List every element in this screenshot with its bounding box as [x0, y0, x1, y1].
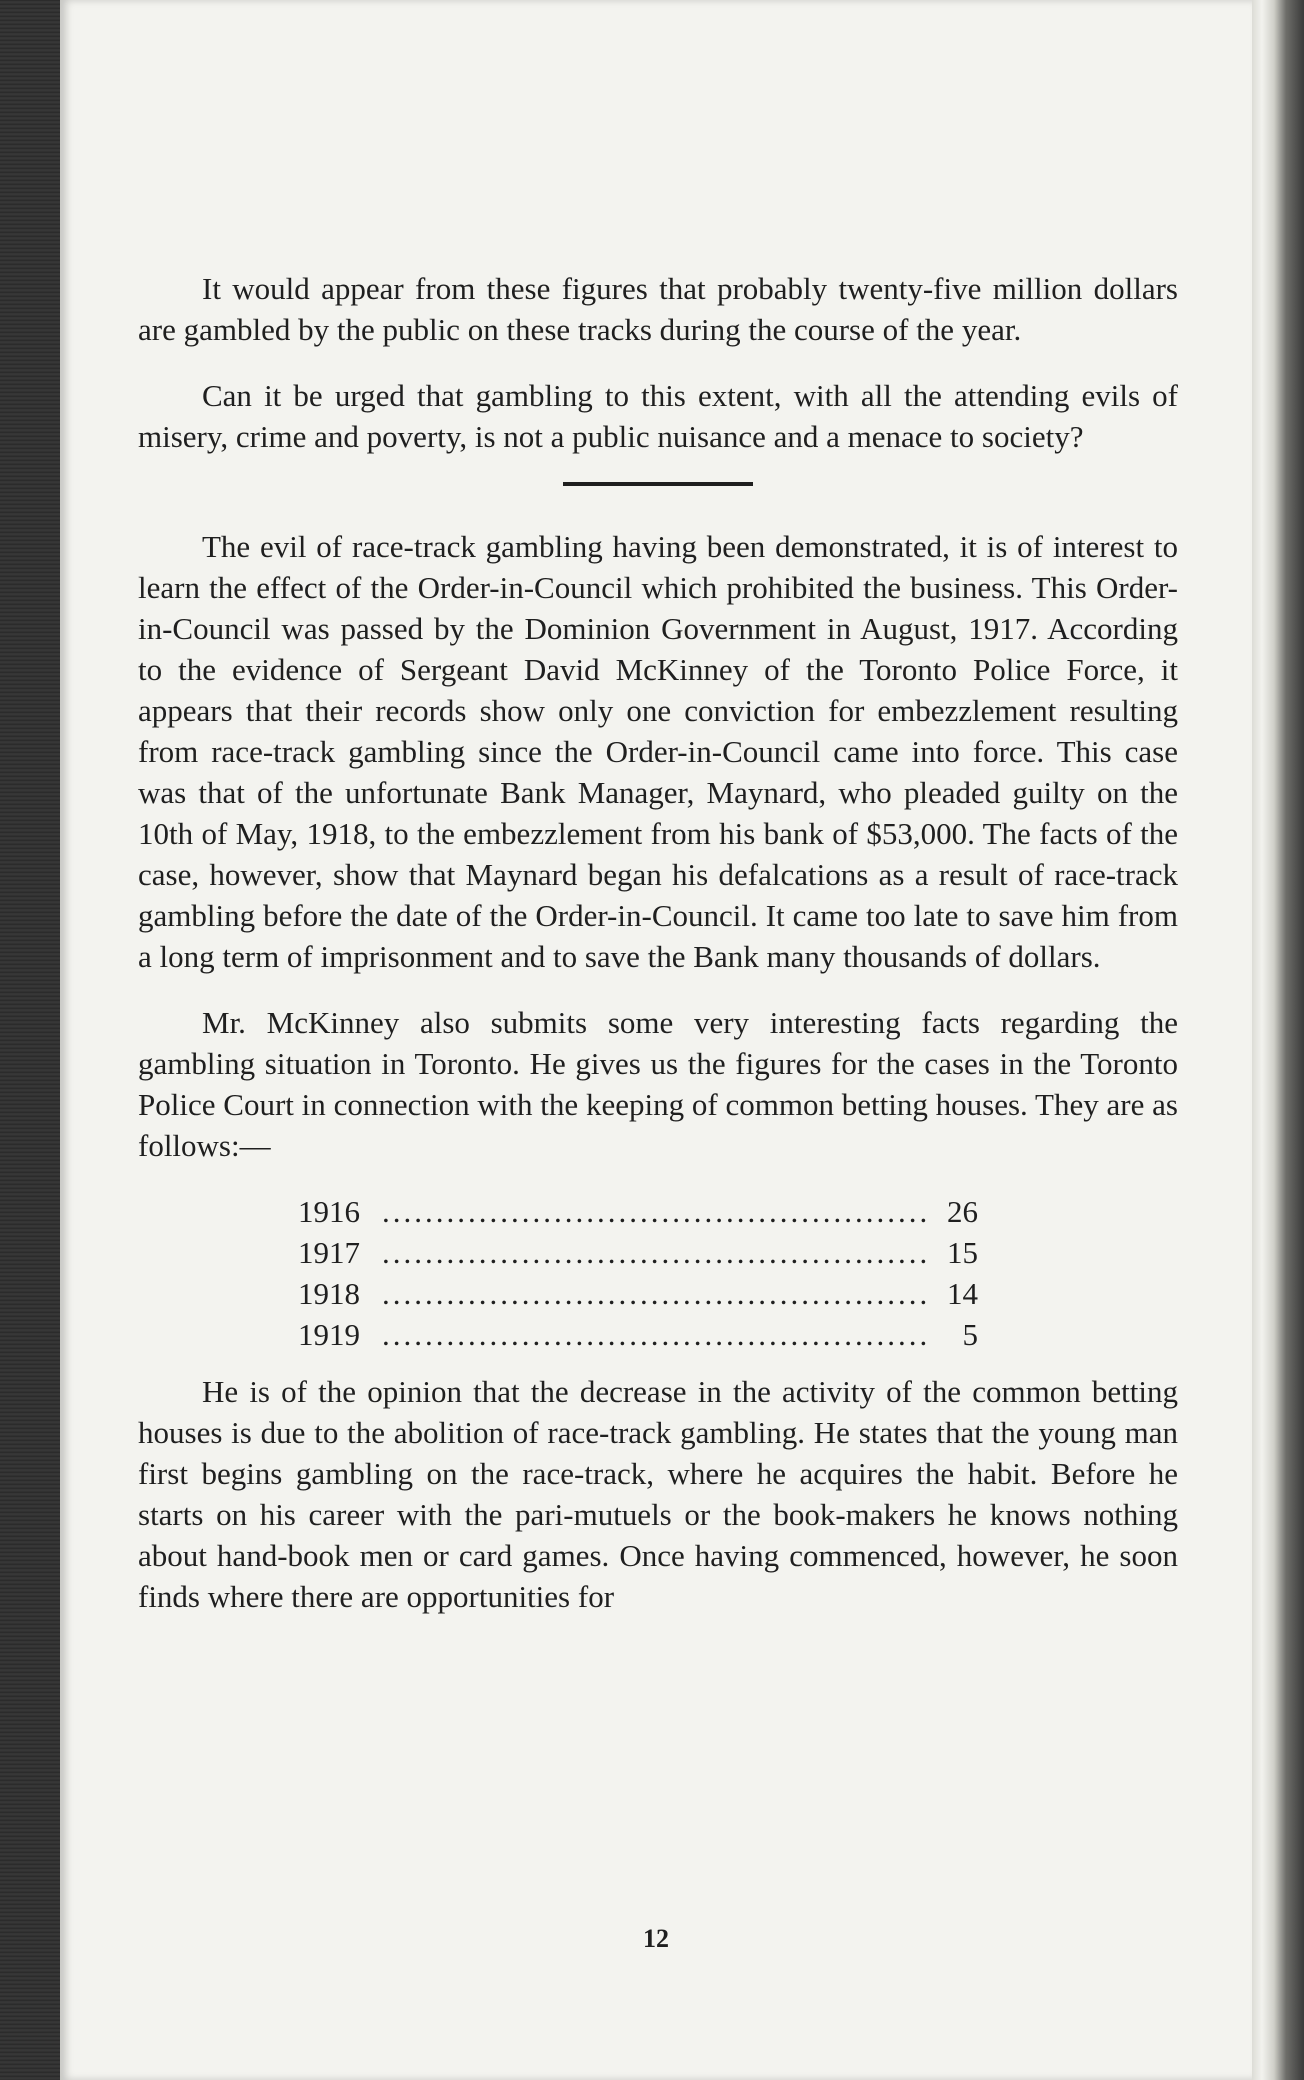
figure-year: 1918 [298, 1276, 360, 1311]
book-page [60, 0, 1252, 2080]
dot-leader [382, 1273, 926, 1314]
figure-year: 1917 [298, 1235, 360, 1270]
figure-year: 1919 [298, 1317, 360, 1352]
page-number: 12 [643, 1924, 669, 1953]
betting-house-figures [298, 1191, 978, 1355]
dot-leader [382, 1314, 926, 1355]
paragraph-decrease-opinion: He is of the opinion that the decrease in the activity of the common betting houses is due to the abolition of race-track gambling. He states that the young man first begins gambling on the race-track, where he acquires the habit. Before he starts on his career with the pari-mutuels or the book-makers he knows nothing about hand-book men or card games. Once having commenced, however, he soon finds where there are opportunities for [138, 1374, 1178, 1614]
book-binding-right [1252, 0, 1304, 2080]
paragraph-public-nuisance: Can it be urged that gambling to this extent, with all the attending evils of misery, crime and poverty, is not a public nuisance and a menace to society? [138, 378, 1178, 454]
figure-value: 26 [947, 1194, 978, 1229]
book-binding-left [0, 0, 60, 2080]
dot-leader [382, 1232, 926, 1273]
paragraph-order-in-council: The evil of race-track gambling having been demonstrated, it is of interest to learn the effect of the Order-in-Council which prohibited the business. This Order-in-Council was passed by the Dominion Government in August, 1917. According to the evidence of Sergeant David McKinney of the Toronto Police Force, it appears that their records show only one conviction for embezzlement resulting from race-track gambling since the Order-in-Council came into force. This case was that of the unfortunate Bank Manager, Maynard, who pleaded guilty on the 10th of May, 1918, to the embezzlement from his bank of $53,000. The facts of the case, however, show that Maynard began his defalcations as a result of race-track gambling before the date of the Order-in-Council. It came too late to save him from a long term of imprisonment and to save the Bank many thousands of dollars. [138, 529, 1178, 974]
section-divider [563, 482, 753, 486]
figure-row [298, 1314, 978, 1355]
paragraph-figures-summary: It would appear from these figures that probably twenty-five million dollars are gambled by the public on these tracks during the course of the year. [138, 271, 1178, 347]
dot-leader [382, 1191, 926, 1232]
figure-row [298, 1191, 978, 1232]
figure-value: 15 [947, 1235, 978, 1270]
figure-value: 14 [947, 1276, 978, 1311]
figure-value: 5 [962, 1317, 978, 1352]
text-column [138, 268, 1178, 1642]
figure-year: 1916 [298, 1194, 360, 1229]
paragraph-mckinney-facts: Mr. McKinney also submits some very interesting facts regarding the gambling situation in Toronto. He gives us the figures for the cases in the Toronto Police Court in connection with the keeping of common betting houses. They are as follows:— [138, 1005, 1178, 1163]
figure-row [298, 1232, 978, 1273]
figure-row [298, 1273, 978, 1314]
